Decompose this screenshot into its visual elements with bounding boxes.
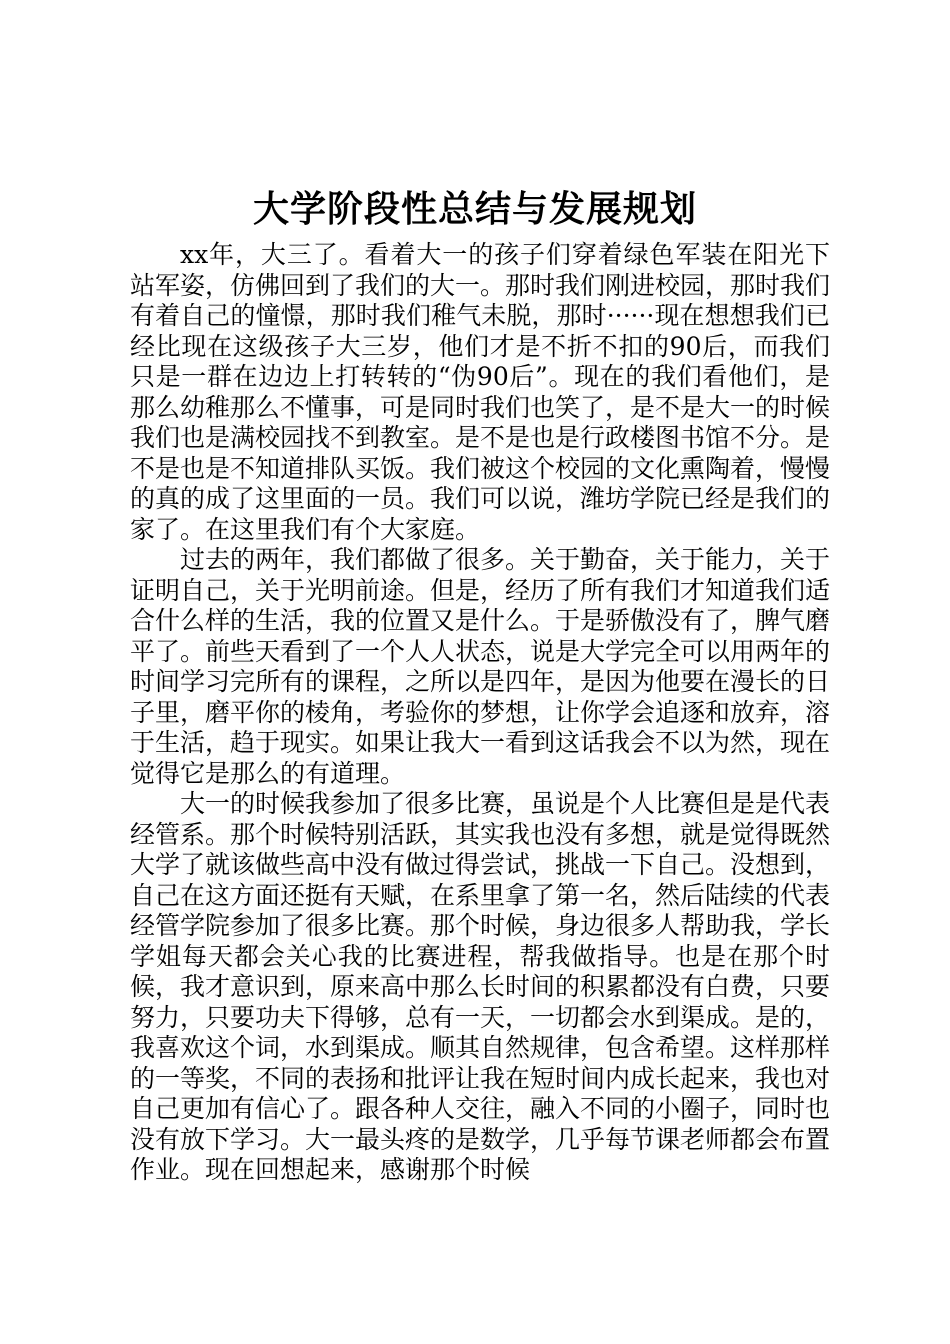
paragraph-2: 过去的两年，我们都做了很多。关于勤奋，关于能力，关于证明自己，关于光明前途。但是，经历了所有我们才知道我们适合什么样的生活，我的位置又是什么。于是骄傲没有了，脾气磨平了。前些天看到了一个人人状态，说是大学完全可以用两年的时间学习完所有的课程，之所以是四年，是因为他要在漫长的日子里，磨平你的棱角，考验你的梦想，让你学会追逐和放弃，溶于生活，趋于现实。如果让我大一看到这话我会不以为然，现在觉得它是那么的有道理。	[130, 545, 831, 788]
document-title: 大学阶段性总结与发展规划	[252, 188, 697, 230]
paragraph-3: 大一的时候我参加了很多比赛，虽说是个人比赛但是是代表经管系。那个时候特别活跃，其实我也没有多想，就是觉得既然大学了就该做些高中没有做过得尝试，挑战一下自己。没想到，自己在这方面还挺有天赋，在系里拿了第一名，然后陆续的代表经管学院参加了很多比赛。那个时候，身边很多人帮助我，学长学姐每天都会关心我的比赛进程，帮我做指导。也是在那个时候，我才意识到，原来高中那么长时间的积累都没有白费，只要努力，只要功夫下得够，总有一天，一切都会水到渠成。是的，我喜欢这个词，水到渠成。顺其自然规律，包含希望。这样那样的一等奖，不同的表扬和批评让我在短时间内成长起来，我也对自己更加有信心了。跟各种人交往，融入不同的小圈子，同时也没有放下学习。大一最头疼的是数学，几乎每节课老师都会布置作业。现在回想起来，感谢那个时候	[130, 789, 831, 1184]
document-body	[130, 240, 830, 1186]
paragraph-1: xx年，大三了。看着大一的孩子们穿着绿色军装在阳光下站军姿，仿佛回到了我们的大一。那时我们刚进校园，那时我们有着自己的憧憬，那时我们稚气未脱，那时······现在想想我们已经比现在这级孩子大三岁，他们才是不折不扣的90后，而我们只是一群在边边上打转转的“伪90后”。现在的我们看他们，是那么幼稚那么不懂事，可是同时我们也笑了，是不是大一的时候我们也是满校园找不到教室。是不是也是行政楼图书馆不分。是不是也是不知道排队买饭。我们被这个校园的文化熏陶着，慢慢的真的成了这里面的一员。我们可以说，潍坊学院已经是我们的家了。在这里我们有个大家庭。	[130, 240, 831, 544]
